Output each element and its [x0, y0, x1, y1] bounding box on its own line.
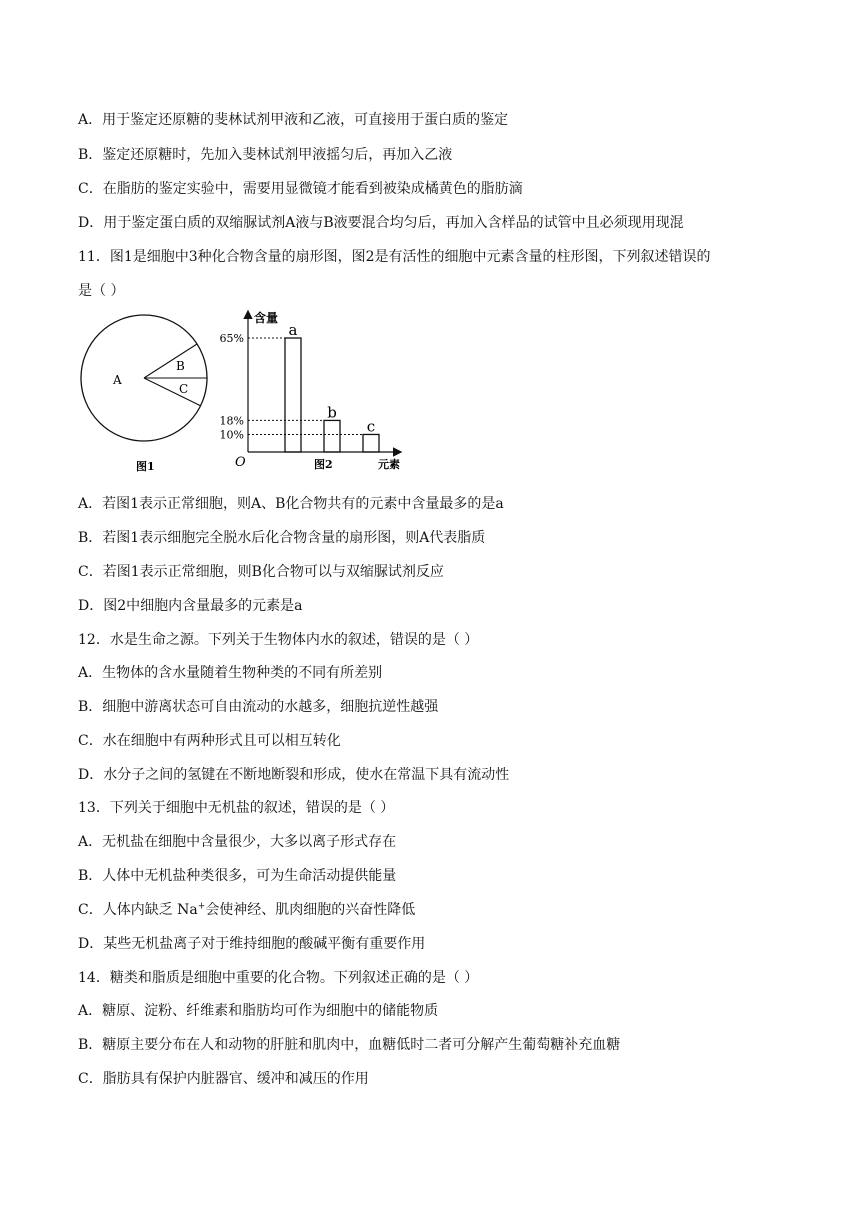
y-axis-label: 含量 — [254, 311, 279, 325]
tick-label-c: 10% — [219, 428, 244, 442]
q12-option-c: C．水在细胞中有两种形式且可以相互转化 — [78, 733, 341, 749]
q11-option-d: D．图2中细胞内含量最多的元素是a — [78, 598, 303, 614]
x-axis-label: 元素 — [378, 458, 400, 471]
q14-option-b: B．糖原主要分布在人和动物的肝脏和肌肉中，血糖低时二者可分解产生葡萄糖补充血糖 — [78, 1037, 621, 1053]
fig1-caption: 图1 — [136, 460, 155, 473]
tick-label-b: 18% — [219, 414, 244, 428]
pie-chart — [81, 315, 207, 473]
category-label-c: c — [366, 417, 376, 436]
category-label-a: a — [288, 321, 298, 339]
q10-option-c: C．在脂肪的鉴定实验中，需要用显微镜才能看到被染成橘黄色的脂肪滴 — [78, 181, 523, 197]
bar-chart — [220, 310, 400, 471]
q14-stem: 14．糖类和脂质是细胞中重要的化合物。下列叙述正确的是（ ） — [78, 970, 479, 986]
q13-option-c-suffix: 会使神经、肌肉细胞的兴奋性降低 — [205, 902, 416, 918]
q12-option-a: A．生物体的含水量随着生物种类的不同有所差别 — [78, 665, 383, 681]
origin-label: O — [235, 455, 246, 470]
q13-option-c-prefix: C．人体内缺乏 Na — [78, 902, 198, 918]
bar-c — [363, 434, 379, 452]
q12-stem: 12．水是生命之源。下列关于生物体内水的叙述，错误的是（ ） — [78, 632, 479, 648]
q11-option-b: B．若图1表示细胞完全脱水后化合物含量的扇形图，则A代表脂质 — [78, 530, 486, 546]
q14-option-a: A．糖原、淀粉、纤维素和脂肪均可作为细胞中的储能物质 — [78, 1003, 439, 1019]
q13-option-a: A．无机盐在细胞中含量很少，大多以离子形式存在 — [78, 834, 397, 850]
sodium-charge: + — [197, 901, 206, 912]
q12-option-d: D．水分子之间的氢键在不断地断裂和形成，使水在常温下具有流动性 — [78, 767, 510, 783]
fig2-caption: 图2 — [314, 458, 333, 471]
q10-option-b: B．鉴定还原糖时，先加入斐林试剂甲液摇匀后，再加入乙液 — [78, 147, 453, 163]
tick-label-a: 65% — [219, 332, 244, 345]
bar-b — [324, 420, 340, 452]
q13-option-b: B．人体中无机盐种类很多，可为生命活动提供能量 — [78, 868, 397, 884]
q12-option-b: B．细胞中游离状态可自由流动的水越多，细胞抗逆性越强 — [78, 699, 439, 715]
pie-divider-1 — [144, 344, 197, 378]
category-label-b: b — [327, 403, 337, 422]
q10-option-d: D．用于鉴定蛋白质的双缩脲试剂A液与B液要混合均匀后，再加入含样品的试管中且必须现用现混 — [78, 215, 684, 231]
q11-stem-line2: 是（ ） — [78, 283, 125, 299]
pie-label-b: B — [176, 359, 185, 373]
pie-divider-3 — [144, 378, 201, 406]
q11-option-a: A．若图1表示正常细胞，则A、B化合物共有的元素中含量最多的是a — [78, 496, 504, 512]
pie-label-c: C — [179, 382, 189, 396]
q11-figure — [78, 306, 418, 478]
q11-stem-line1: 11．图1是细胞中3种化合物含量的扇形图，图2是有活性的细胞中元素含量的柱形图，下列叙述错误的 — [78, 249, 711, 265]
q14-option-c: C．脂肪具有保护内脏器官、缓冲和减压的作用 — [78, 1071, 369, 1087]
q10-option-a: A．用于鉴定还原糖的斐林试剂甲液和乙液，可直接用于蛋白质的鉴定 — [78, 112, 509, 128]
q13-stem: 13．下列关于细胞中无机盐的叙述，错误的是（ ） — [78, 800, 395, 816]
q13-option-c — [78, 900, 415, 920]
q11-option-c: C．若图1表示正常细胞，则B化合物可以与双缩脲试剂反应 — [78, 564, 444, 580]
q13-option-d: D．某些无机盐离子对于维持细胞的酸碱平衡有重要作用 — [78, 936, 426, 952]
pie-label-a: A — [113, 373, 122, 387]
q11-figure-svg — [78, 306, 418, 478]
